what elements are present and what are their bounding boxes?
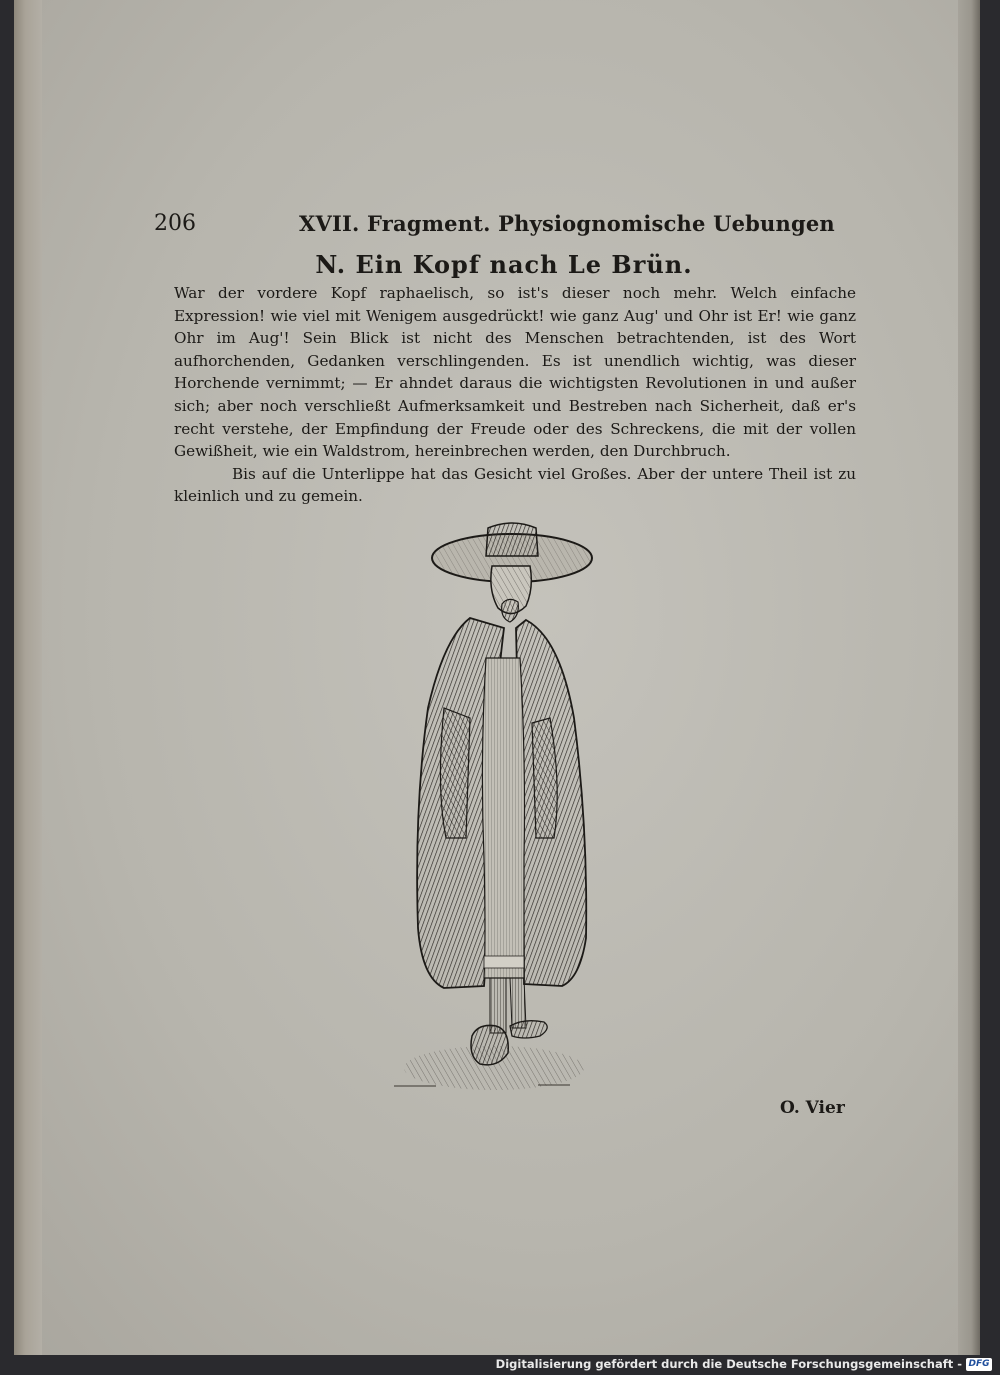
footer-notice: Digitalisierung gefördert durch die Deutsche Forschungsgemeinschaft -	[495, 1357, 962, 1371]
running-header	[154, 207, 835, 243]
paragraph-2: Bis auf die Unterlippe hat das Gesicht viel Großes. Aber der untere Theil ist zu kleinlich und zu gemein.	[174, 464, 856, 506]
body-text	[174, 282, 856, 508]
engraving-standing-man-in-hat-icon	[374, 508, 624, 1108]
running-title: XVII. Fragment. Physiognomische Uebungen	[299, 211, 835, 236]
page-fore-edge	[958, 0, 980, 1355]
catchword: O. Vier	[780, 1098, 845, 1118]
section-heading: N. Ein Kopf nach Le Brün.	[315, 250, 693, 279]
dfg-logo-icon: DFG	[966, 1358, 992, 1371]
page-number: 206	[154, 211, 196, 236]
book-page	[14, 0, 980, 1355]
page-gutter-edge	[14, 0, 42, 1355]
paragraph-1: War der vordere Kopf raphaelisch, so ist's dieser noch mehr. Welch einfache Expression! wie viel mit Wenigem ausgedrückt! wie ganz Aug' und Ohr ist Er! wie ganz Ohr im Aug'! Sein Blick ist nicht des Menschen betrachtenden, ist des Wort aufhorchenden, Gedanken verschlingenden. Es ist unendlich wichtig, was dieser Horchende vernimmt; — Er ahndet daraus die wichtigsten Revolutionen in und außer sich; aber noch verschließt Aufmerksamkeit und Bestreben nach Sicherheit, daß er's recht verstehe, der Empfindung der Freude oder des Schreckens, die mit der vollen Gewißheit, wie ein Waldstrom, hereinbrechen werden, den Durchbruch.	[174, 284, 856, 461]
